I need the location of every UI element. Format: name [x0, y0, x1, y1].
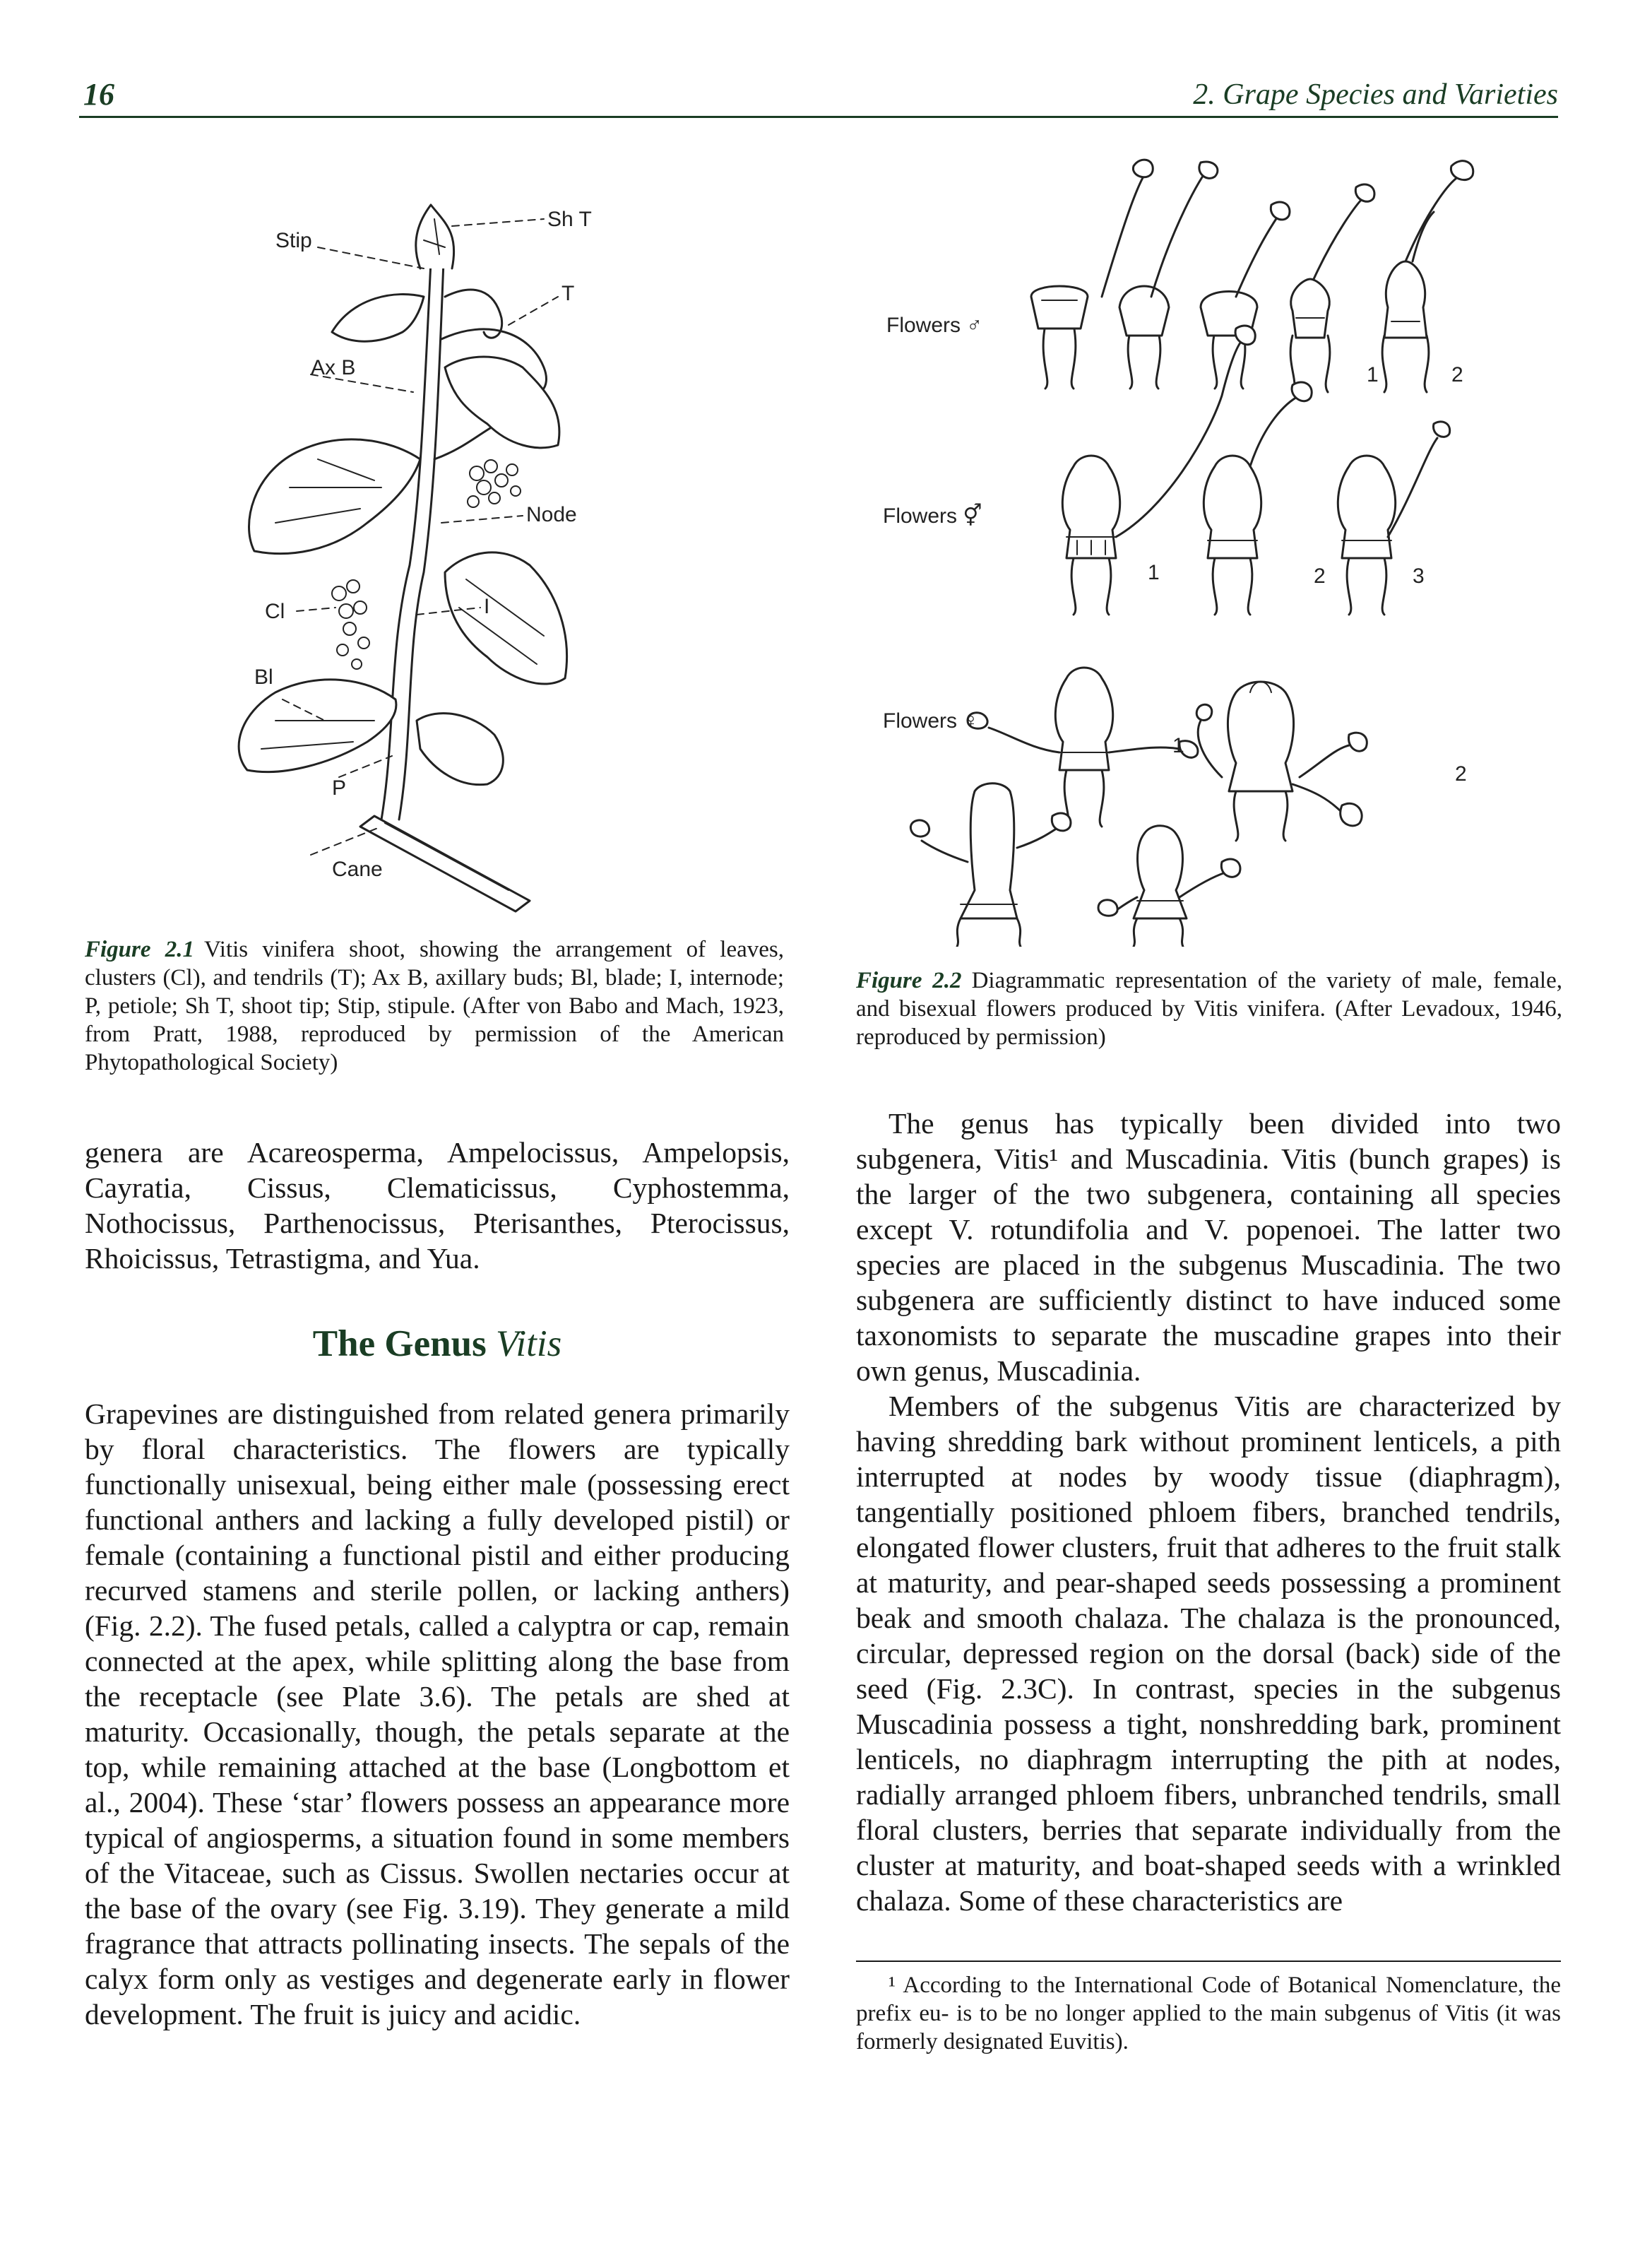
- male-flowers-row: [1031, 160, 1473, 392]
- members-paragraph: Members of the subgenus Vitis are characterized by having shredding bark without prominent lenticels, a pith interrupted at nodes by woody tissue (diaphragm), tangentially positioned phloem fibers, branched tendrils, elongated flower clusters, fruit that adheres to the fruit stalk at maturity, and pear-shaped seeds possessing a prominent beak and smooth chalaza. The chalaza is the pronounced, circular, depressed region on the dorsal (back) side of the seed (Fig. 2.3C). In contrast, species in the subgenus Muscadinia possess a tight, nonshredding bark, prominent lenticels, no diaphragm interrupting the pith at nodes, radially arranged phloem fibers, unbranched tendrils, small floral clusters, berries that separate individually from the cluster at maturity, and boat-shaped seeds with a wrinkled chalaza. Some of these characteristics are: [856, 1390, 1561, 1917]
- num-male-1: 1: [1367, 363, 1379, 386]
- figure-2-2-label: Figure 2.2: [856, 968, 962, 993]
- num-female-1: 1: [1172, 734, 1184, 757]
- section-heading: [85, 1323, 790, 1365]
- label-cane: Cane: [332, 858, 383, 881]
- grapevines-paragraph: Grapevines are distinguished from related genera primarily by floral characteristics. The flowers are typically functionally unisexual, being either male (possessing erect functional anthers and lacking a fully developed pistil) or female (containing a functional pistil and either producing recurved stamens and sterile pollen, or lacking anthers) (Fig. 2.2). The fused petals, called a calyptra or cap, remain connected at the apex, while splitting along the base from the receptacle (see Plate 3.6). The petals are shed at maturity. Occasionally, though, the petals separate at the top, while remaining attached at the base (Longbottom et al., 2004). These ‘star’ flowers possess an appearance more typical of angiosperms, a situation found in some members of the Vitaceae, such as Cissus. Swollen nectaries occur at the base of the ovary (see Fig. 3.19). They generate a mild fragrance that attracts pollinating insects. The sepals of the calyx form only as vestiges and degenerate early in flower development. The fruit is juicy and acidic.: [85, 1397, 790, 2030]
- num-male-2: 2: [1451, 363, 1463, 386]
- running-title: 2. Grape Species and Varieties: [1193, 78, 1558, 111]
- subgenera-paragraph: The genus has typically been divided into two subgenera, Vitis¹ and Muscadinia. Vitis (bunch grapes) is the larger of the two subgenera, containing all species except V. rotundifolia and V. popenoei. The latter two species are placed in the subgenus Muscadinia. The two subgenera are sufficiently distinct to have induced some taxonomists to separate the muscadine grapes into their own genus, Muscadinia.: [856, 1107, 1561, 1387]
- female-flowers-detail: [910, 783, 1240, 947]
- label-stipule: Stip: [275, 229, 312, 252]
- label-internode: I: [484, 595, 490, 618]
- label-shoot-tip: Sh T: [547, 208, 592, 231]
- num-female-2: 2: [1455, 762, 1467, 786]
- figure-2-1-shoot-drawing: [233, 155, 629, 918]
- label-flowers-male: Flowers ♂: [886, 314, 982, 337]
- num-herm-1: 1: [1148, 561, 1160, 584]
- section-heading-plain: The Genus: [312, 1323, 487, 1364]
- figure-2-2-caption-text: Diagrammatic representation of the variety of male, female, and bisexual flowers produced by Vitis vinifera. (After Levadoux, 1946, reproduced by permission): [856, 968, 1562, 1050]
- label-node: Node: [526, 503, 577, 526]
- left-column: [85, 1135, 790, 2032]
- num-herm-2: 2: [1314, 564, 1326, 588]
- genera-list-paragraph: genera are Acareosperma, Ampelocissus, Ampelopsis, Cayratia, Cissus, Clematicissus, Cyphostemma, Nothocissus, Parthenocissus, Pterisanthes, Pterocissus, Rhoicissus, Tetrastigma, and Yua.: [85, 1136, 790, 1275]
- label-flowers-hermaphrodite: Flowers ⚥: [883, 504, 982, 528]
- footnote-divider: [856, 1961, 1561, 1962]
- figure-2-2-flower-diagram: [869, 155, 1519, 947]
- figure-2-1-label: Figure 2.1: [85, 937, 194, 962]
- figure-2-2-caption: [856, 966, 1562, 1051]
- running-header: [79, 73, 1558, 118]
- female-flowers-row: [968, 668, 1367, 841]
- right-column: [856, 1106, 1561, 1918]
- label-blade: Bl: [254, 666, 273, 689]
- figure-2-1-caption-text: Vitis vinifera shoot, showing the arrangement of leaves, clusters (Cl), and tendrils (T); Ax B, axillary buds; Bl, blade; I, internode; P, petiole; Sh T, shoot tip; Stip, stipule. (After von Babo and Mach, 1923, from Pratt, 1988, reproduced by permission of the American Phytopathological Society): [85, 937, 784, 1075]
- page-number: 16: [83, 77, 114, 112]
- label-axillary-bud: Ax B: [311, 356, 356, 379]
- num-herm-3: 3: [1413, 564, 1425, 588]
- footnote: ¹ According to the International Code of Botanical Nomenclature, the prefix eu- is to be no longer applied to the main subgenus of Vitis (it was formerly designated Euvitis).: [856, 1973, 1561, 2054]
- label-cluster: Cl: [265, 600, 285, 623]
- hermaphrodite-flowers-row: [1062, 326, 1449, 615]
- section-heading-italic: Vitis: [495, 1323, 562, 1364]
- figure-2-1-caption: [85, 935, 784, 1077]
- label-tendril: T: [561, 282, 575, 305]
- label-flowers-female: Flowers ♀: [883, 709, 979, 733]
- label-petiole: P: [332, 776, 347, 800]
